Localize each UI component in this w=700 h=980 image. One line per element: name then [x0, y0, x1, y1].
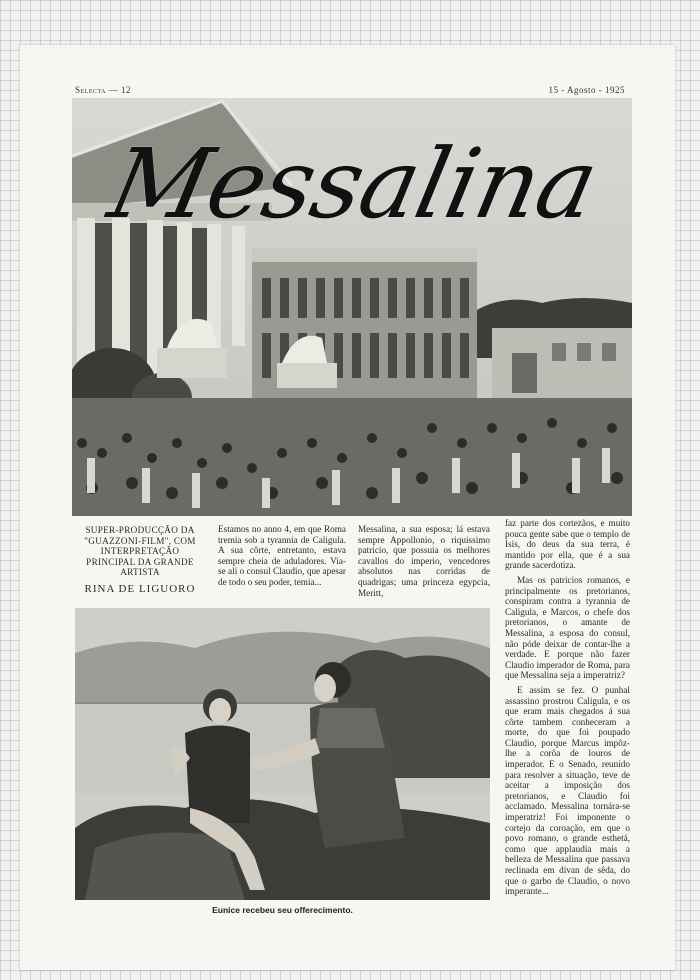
article-column-2	[218, 524, 346, 588]
article-paragraph: Mas os patricios romanos, e principalmente os pretorianos, conspiram contra a tyrannia de Caligula, e Marcos, o chefe dos pretorianos, o amante de Messalina, a esposa do consul, não póde deixar de contar-lhe a verdade. E porque não fazer Claudio imperador de Roma, para que Messalina seja a imperatriz?	[505, 574, 630, 681]
film-title: Messalina	[100, 128, 607, 240]
article-paragraph: faz parte dos cortezãos, e muito pouca gente sabe que o templo de Isis, do deus da sua terra, é mantido por ella, que é a sua grande sacerdotiza.	[505, 518, 630, 571]
article-paragraph: E assim se fez. O punhal assassino prostrou Caligula, e os que eram mais chegados á sua côrte tambem conheceram a morte, do que foi poupado Claudio, porque Marcus impôz-lhe a corôa de louros de imperador. E o Senado, reunido para resolver a situação, teve de aceitar a imposição dos pretorianos, e Claudio foi acclamado. Messalina tornára-se imperatriz! Foi imponente o cortejo da coroação, em que o povo romano, o grande esthetá, como que applaudia mais a belleza de Messalina que passava reclinada em divan de sêda, do que o garbo de Claudio, o novo imperante...	[505, 684, 630, 897]
actress-byline: RINA DE LIGUORO	[84, 582, 196, 595]
intro-text: SUPER-PRODUCÇÃO DA "GUAZZONI-FILM", COM INTERPRETAÇÃO PRINCIPAL DA GRANDE ARTISTA	[84, 525, 196, 578]
photo-two-women-by-lake	[75, 608, 490, 900]
photo-roman-forum-crowd	[72, 98, 632, 516]
article-column-4	[505, 518, 630, 897]
article-paragraph: Messalina, a sua esposa; lá estava sempre Appollonio, o riquissimo patricio, que possuia os melhores cavallos do imperio, vencedores absolutos nas corridas de quadrigas; uma princeza egypcia, Meritt,	[358, 524, 490, 598]
article-paragraph: Estamos no anno 4, em que Roma tremia sob a tyrannia de Caligula. A sua côrte, entretanto, estava sempre cheia de aduladores. Via-se ali o consul Claudio, que apesar de todo o seu poder, temia...	[218, 524, 346, 587]
header-date: 15 - Agosto - 1925	[548, 85, 625, 95]
header-magazine-name: Selecta — 12	[75, 85, 132, 95]
magazine-page	[20, 45, 675, 970]
photo-caption: Eunice recebeu seu offerecimento.	[212, 905, 353, 915]
article-column-3	[358, 524, 490, 598]
intro-column	[75, 525, 205, 595]
